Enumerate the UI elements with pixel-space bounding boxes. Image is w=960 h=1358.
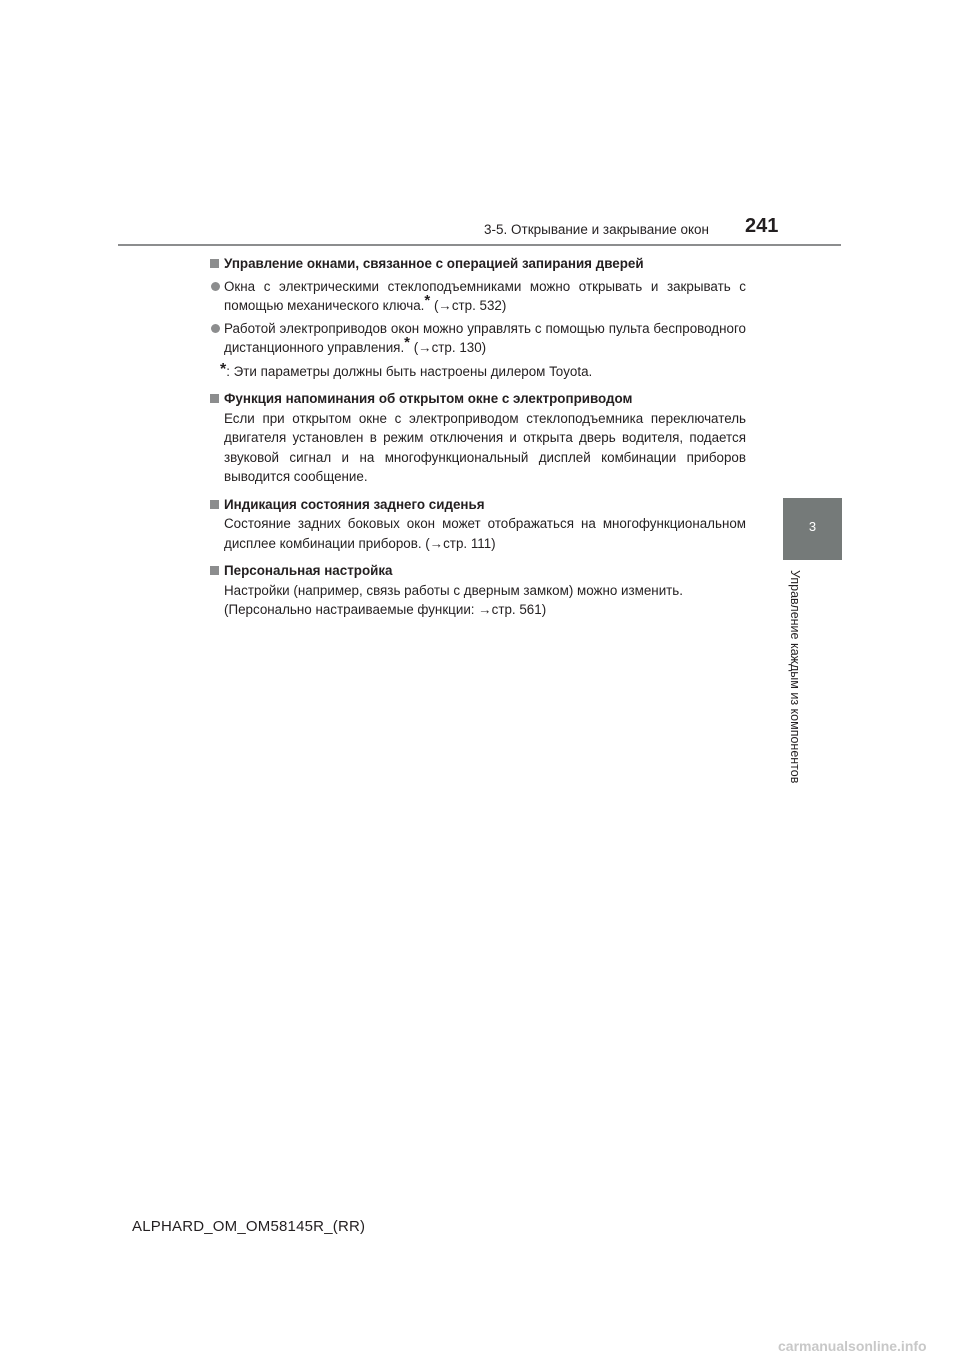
footnote-marker: * xyxy=(404,334,411,351)
section-title xyxy=(210,495,746,515)
section-body: Если при открытом окне с электроприводом стеклоподъемника переключатель двигателя установлен в режим отключения и открыта дверь водителя, подается звуковой сигнал и на многофункциональный дисплей комбинации приборов выводится сообщение. xyxy=(224,410,746,484)
circle-bullet-icon xyxy=(211,282,220,291)
chapter-tab-divider xyxy=(783,558,842,560)
square-bullet-icon xyxy=(210,259,219,268)
section-rear-seat-indication xyxy=(210,495,746,554)
section-title-text: Персональная настройка xyxy=(224,563,393,578)
footnote-text: : Эти параметры должны быть настроены дилером Toyota. xyxy=(226,363,593,379)
list-item xyxy=(210,277,746,316)
chapter-side-title-text: Управление каждым из компонентов xyxy=(788,570,802,784)
section-title xyxy=(210,389,746,409)
section-personal-settings xyxy=(210,561,746,620)
circle-bullet-icon xyxy=(211,324,220,333)
section-title-text: Функция напоминания об открытом окне с электроприводом xyxy=(224,391,633,406)
list-item-text: Окна с электрическими стеклоподъемниками можно открывать и закрывать с помощью механического ключа. xyxy=(224,278,746,313)
chapter-side-title xyxy=(788,570,802,820)
list-item-text: Работой электроприводов окон можно управлять с помощью пульта беспроводного дистанционного управления. xyxy=(224,320,746,355)
header-divider xyxy=(118,244,841,246)
document-code: ALPHARD_OM_OM58145R_(RR) xyxy=(132,1218,366,1235)
footnote-marker: * xyxy=(424,292,431,309)
square-bullet-icon xyxy=(210,566,219,575)
watermark: carmanualsonline.info xyxy=(778,1338,927,1354)
section-door-lock-windows xyxy=(210,254,746,381)
footnote xyxy=(220,362,746,382)
square-bullet-icon xyxy=(210,394,219,403)
page-number: 241 xyxy=(745,215,779,237)
chapter-tab-number: 3 xyxy=(808,519,817,534)
section-body: Состояние задних боковых окон может отображаться на многофункциональном дисплее комбинации приборов. (→стр. 111) xyxy=(224,516,746,551)
chapter-tab xyxy=(783,498,842,558)
section-body xyxy=(210,581,746,620)
page-reference: (→стр. 532) xyxy=(433,298,507,313)
page-reference: (→стр. 130) xyxy=(413,340,487,355)
section-title xyxy=(210,254,746,274)
section-open-window-reminder xyxy=(210,389,746,487)
header-section-title: 3-5. Открывание и закрывание окон xyxy=(484,222,710,237)
square-bullet-icon xyxy=(210,500,219,509)
section-title xyxy=(210,561,746,581)
page-content xyxy=(210,254,746,628)
section-body-line: Настройки (например, связь работы с дверным замком) можно изменить. xyxy=(224,582,684,598)
list-item xyxy=(210,319,746,358)
section-body-line: (Персонально настраиваемые функции: →стр. 561) xyxy=(224,602,547,617)
footnote-marker: * xyxy=(220,360,227,378)
section-title-text: Управление окнами, связанное с операцией запирания дверей xyxy=(224,256,644,271)
section-title-text: Индикация состояния заднего сиденья xyxy=(224,496,485,512)
